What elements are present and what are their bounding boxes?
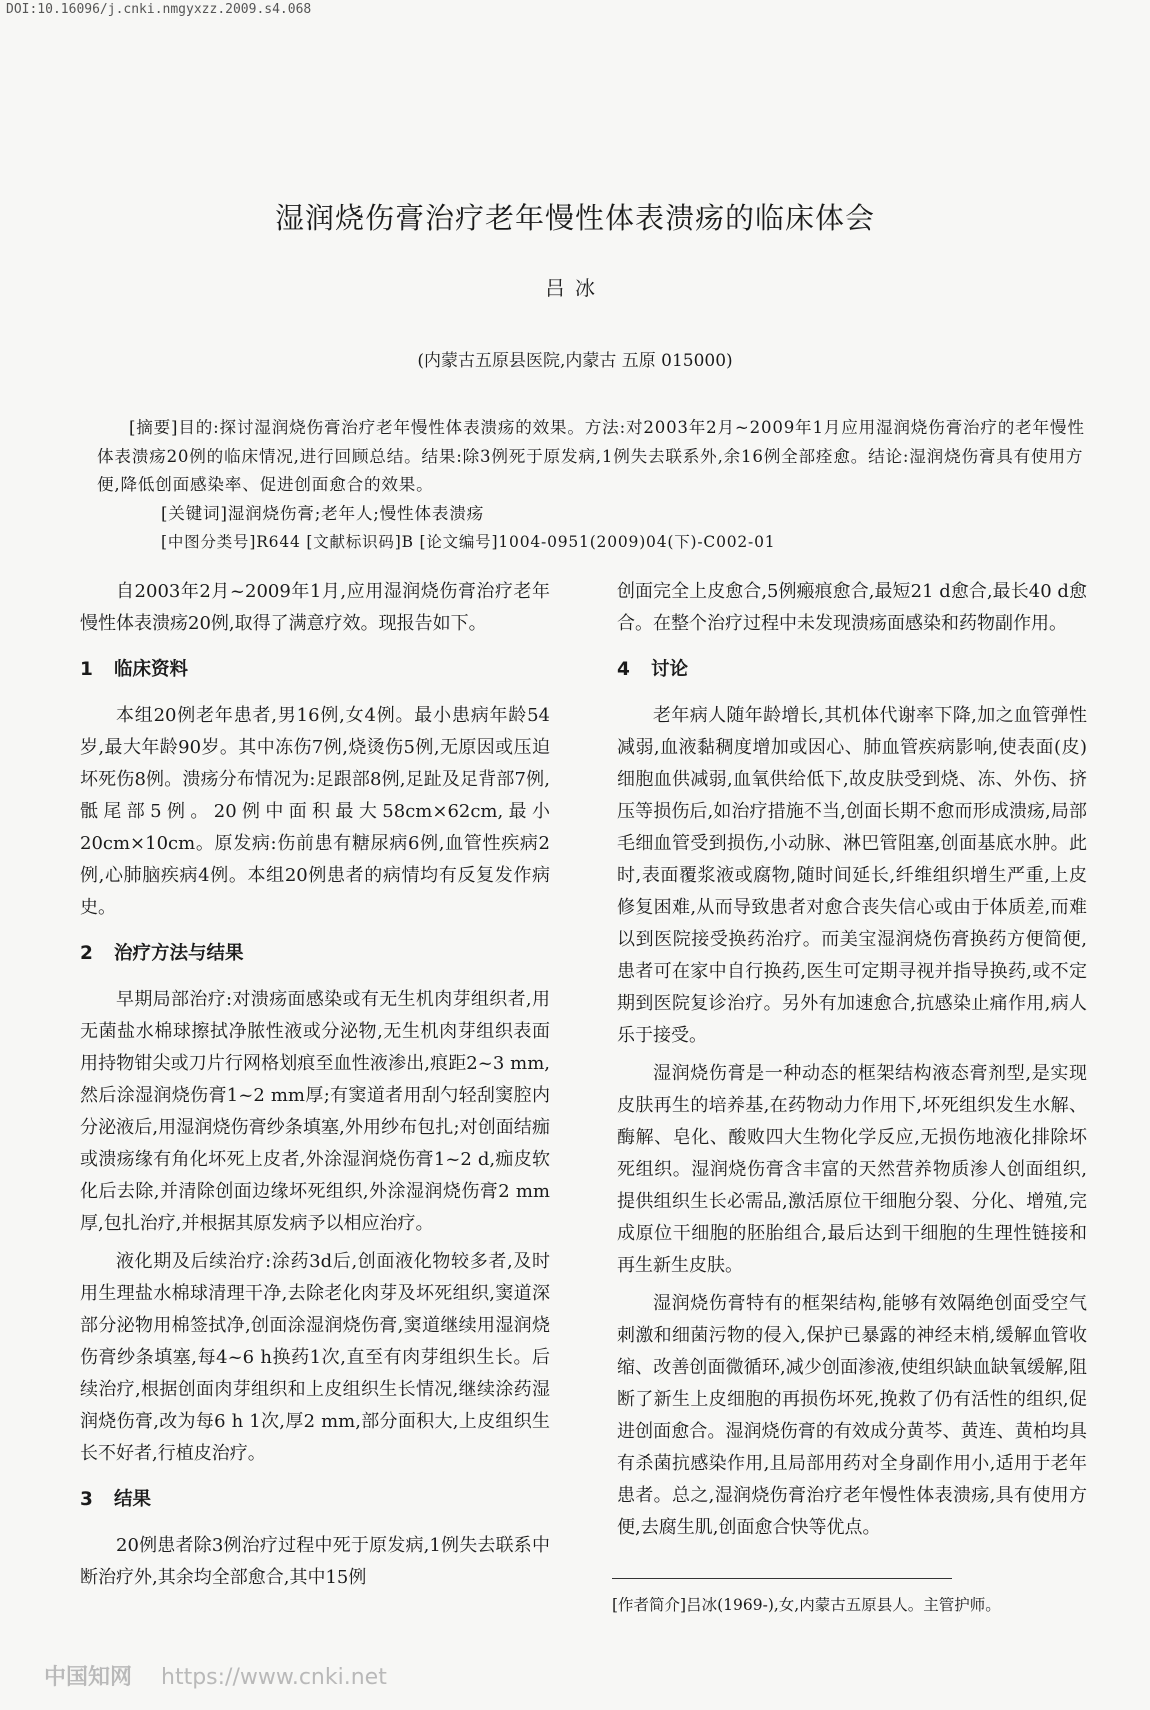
intro-paragraph: 自2003年2月~2009年1月,应用湿润烧伤膏治疗老年慢性体表溃疡20例,取得了满意疗效。现报告如下。 (80, 581, 550, 634)
paragraph-continued: 创面完全上皮愈合,5例瘢痕愈合,最短21 d愈合,最长40 d愈合。在整个治疗过程中未发现溃疡面感染和药物副作用。 (617, 581, 1087, 634)
section-heading-3 (80, 1484, 550, 1516)
paragraph: 本组20例老年患者,男16例,女4例。最小患病年龄54岁,最大年龄90岁。其中冻伤7例,烧烫伤5例,无原因或压迫坏死伤8例。溃疡分布情况为:足跟部8例,足趾及足背部7例,骶尾部5例。20例中面积最大58cm×62cm,最小20cm×10cm。原发病:伤前患有糖尿病6例,血管性疾病2例,心肺脑疾病4例。本组20例患者的病情均有反复发作病史。 (80, 705, 550, 918)
footnote-divider (612, 1578, 952, 1579)
author-name: 吕冰 (545, 276, 605, 300)
section-title: 讨论 (651, 659, 689, 680)
section-title: 结果 (114, 1489, 152, 1510)
paragraph: 20例患者除3例治疗过程中死于原发病,1例失去联系中断治疗外,其余均全部愈合,其中15例 (80, 1535, 550, 1588)
section-number: 4 (617, 659, 630, 680)
section-number: 2 (80, 943, 93, 964)
section-heading-1 (80, 654, 550, 686)
author-footnote: [作者简介]吕冰(1969-),女,内蒙古五原县人。主管护师。 (612, 1596, 1001, 1614)
paper-title: 湿润烧伤膏治疗老年慢性体表溃疡的临床体会 (274, 201, 875, 235)
section-title: 临床资料 (114, 659, 189, 680)
section-number: 1 (80, 659, 93, 680)
paragraph: 湿润烧伤膏是一种动态的框架结构液态膏剂型,是实现皮肤再生的培养基,在药物动力作用下,坏死组织发生水解、酶解、皂化、酸败四大生物化学反应,无损伤地液化排除坏死组织。湿润烧伤膏含丰富的天然营养物质渗人创面组织,提供组织生长必需品,激活原位干细胞分裂、分化、增殖,完成原位干细胞的胚胎组合,最后达到干细胞的生理性链接和再生新生皮肤。 (617, 1063, 1087, 1276)
cnki-watermark (44, 1660, 387, 1691)
paragraph: 早期局部治疗:对溃疡面感染或有无生机肉芽组织者,用无菌盐水棉球擦拭净脓性液或分泌物,无生机肉芽组织表面用持物钳尖或刀片行网格划痕至血性液渗出,痕距2~3 mm,然后涂湿润烧伤膏1~2 mm厚;有窦道者用刮勺轻刮窦腔内分泌液后,用湿润烧伤膏纱条填塞,外用纱布包扎;对创面结痂或溃疡缘有角化坏死上皮者,外涂湿润烧伤膏1~2 d,痂皮软化后去除,并清除创面边缘坏死组织,外涂湿润烧伤膏2 mm厚,包扎治疗,并根据其原发病予以相应治疗。 (80, 989, 550, 1234)
abstract-block (97, 414, 1092, 557)
section-number: 3 (80, 1489, 93, 1510)
paragraph: 老年病人随年龄增长,其机体代谢率下降,加之血管弹性减弱,血液黏稠度增加或因心、肺血管疾病影响,使表面(皮)细胞血供减弱,血氧供给低下,故皮肤受到烧、冻、外伤、挤压等损伤后,如治疗措施不当,创面长期不愈而形成溃疡,局部毛细血管受到损伤,小动脉、淋巴管阻塞,创面基底水肿。此时,表面覆浆液或腐物,随时间延长,纤维组织增生严重,上皮修复困难,从而导致患者对愈合丧失信心或由于体质差,而难以到医院接受换药治疗。而美宝湿润烧伤膏换药方便简便,患者可在家中自行换药,医生可定期寻视并指导换药,或不定期到医院复诊治疗。另外有加速愈合,抗感染止痛作用,病人乐于接受。 (617, 705, 1087, 1046)
paragraph: 液化期及后续治疗:涂药3d后,创面液化物较多者,及时用生理盐水棉球清理干净,去除老化肉芽及坏死组织,窦道深部分泌物用棉签拭净,创面涂湿润烧伤膏,窦道继续用湿润烧伤膏纱条填塞,每4~6 h换药1次,直至有肉芽组织生长。后续治疗,根据创面肉芽组织和上皮组织生长情况,继续涂药湿润烧伤膏,改为每6 h 1次,厚2 mm,部分面积大,上皮组织生长不好者,行植皮治疗。 (80, 1251, 550, 1464)
section-title: 治疗方法与结果 (114, 943, 244, 964)
doi-header: DOI:10.16096/j.cnki.nmgyxzz.2009.s4.068 (6, 2, 312, 17)
classification-codes: [中图分类号]R644 [文献标识码]B [论文编号]1004-0951(2009)04(下)-C002-01 (161, 533, 776, 551)
section-heading-2 (80, 938, 550, 970)
watermark-url: https://www.cnki.net (161, 1665, 387, 1690)
author-affiliation: (内蒙古五原县医院,内蒙古 五原 015000) (417, 351, 733, 371)
keywords: [关键词]湿润烧伤膏;老年人;慢性体表溃疡 (161, 503, 485, 523)
right-column (617, 576, 1087, 1544)
watermark-name: 中国知网 (44, 1665, 133, 1690)
section-heading-4 (617, 654, 1087, 686)
left-column (80, 576, 550, 1594)
abstract-text: [摘要]目的:探讨湿润烧伤膏治疗老年慢性体表溃疡的效果。方法:对2003年2月~2009年1月应用湿润烧伤膏治疗的老年慢性体表溃疡20例的临床情况,进行回顾总结。结果:除3例死于原发病,1例失去联系外,余16例全部痊愈。结论:湿润烧伤膏具有使用方便,降低创面感染率、促进创面愈合的效果。 (97, 418, 1085, 494)
paragraph: 湿润烧伤膏特有的框架结构,能够有效隔绝创面受空气刺激和细菌污物的侵入,保护已暴露的神经末梢,缓解血管收缩、改善创面微循环,减少创面渗液,使组织缺血缺氧缓解,阻断了新生上皮细胞的再损伤坏死,挽救了仍有活性的组织,促进创面愈合。湿润烧伤膏的有效成分黄芩、黄连、黄柏均具有杀菌抗感染作用,且局部用药对全身副作用小,适用于老年患者。总之,湿润烧伤膏治疗老年慢性体表溃疡,具有使用方便,去腐生肌,创面愈合快等优点。 (617, 1293, 1087, 1538)
